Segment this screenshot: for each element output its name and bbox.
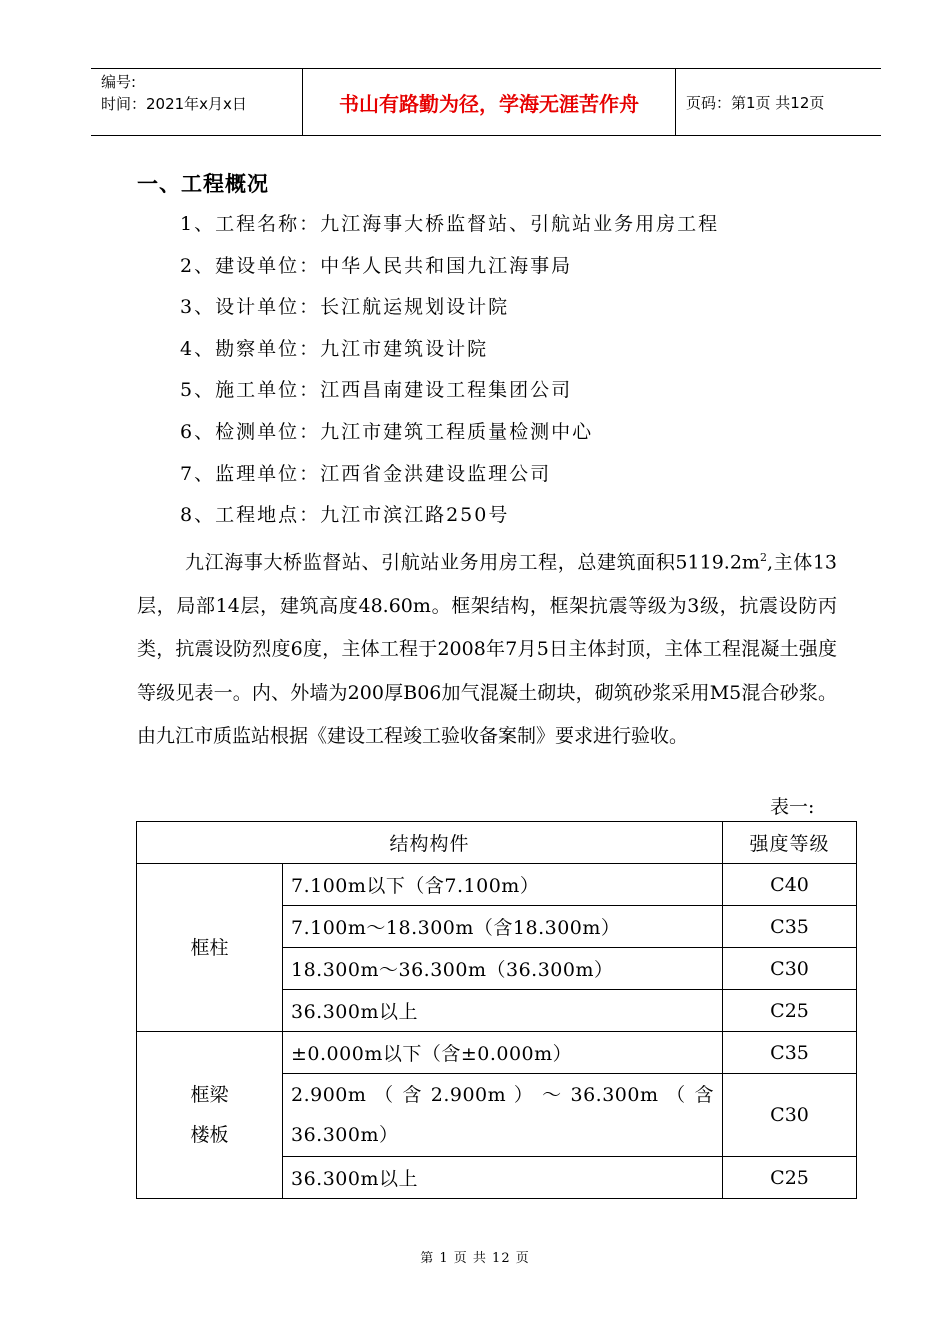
range-cell: 7.100m以下（含7.100m）	[283, 864, 723, 906]
project-info-item: 7、监理单位：江西省金洪建设监理公司	[180, 462, 552, 485]
project-info-item: 6、检测单位：九江市建筑工程质量检测中心	[180, 420, 594, 443]
project-info-item: 5、施工单位：江西昌南建设工程集团公司	[180, 379, 573, 402]
table-header-row	[137, 822, 857, 864]
range-cell: 18.300m～36.300m（36.300m）	[283, 948, 723, 990]
project-info-item: 2、建设单位：中华人民共和国九江海事局	[180, 254, 573, 277]
page-header	[91, 68, 881, 136]
grade-cell: C25	[723, 990, 857, 1032]
table-row	[137, 864, 857, 906]
grade-cell: C25	[723, 1157, 857, 1199]
grade-cell: C40	[723, 864, 857, 906]
group-label-line: 楼板	[190, 1124, 229, 1146]
header-page-info: 页码：第1页 共12页	[676, 69, 882, 136]
grade-cell: C30	[723, 948, 857, 990]
grade-cell: C35	[723, 1032, 857, 1074]
document-time-label: 时间：2021年x月x日	[101, 95, 247, 113]
grade-cell: C30	[723, 1074, 857, 1157]
range-cell: ±0.000m以下（含±0.000m）	[283, 1032, 723, 1074]
page-footer: 第 1 页 共 12 页	[420, 1251, 530, 1266]
document-number-label: 编号:	[101, 73, 137, 91]
area-unit-superscript: 2	[759, 551, 767, 564]
range-cell: 36.300m以上	[283, 990, 723, 1032]
range-cell: 7.100m～18.300m（含18.300m）	[283, 906, 723, 948]
project-info-item: 8、工程地点：九江市滨江路250号	[180, 504, 510, 527]
grade-cell: C35	[723, 906, 857, 948]
description-part1: 九江海事大桥监督站、引航站业务用房工程，总建筑面积5119.2m	[185, 551, 760, 574]
header-grade: 强度等级	[723, 822, 857, 864]
project-info-item: 3、设计单位：长江航运规划设计院	[180, 296, 510, 319]
concrete-strength-table	[136, 821, 857, 1199]
range-cell: 2.900m （ 含 2.900m ） ～ 36.300m （ 含 36.300m）	[283, 1074, 723, 1157]
table-row	[137, 1032, 857, 1074]
section-title: 一、工程概况	[137, 172, 269, 196]
header-motto: 书山有路勤为径，学海无涯苦作舟	[303, 69, 676, 136]
group-label-line: 框梁	[190, 1084, 229, 1106]
project-info-item: 1、工程名称：九江海事大桥监督站、引航站业务用房工程	[180, 213, 720, 235]
header-component: 结构构件	[137, 822, 723, 864]
group-label-beam-slab	[137, 1032, 283, 1199]
header-meta	[91, 69, 303, 136]
project-info-item: 4、勘察单位：九江市建筑设计院	[180, 337, 489, 360]
group-label-column: 框柱	[137, 864, 283, 1032]
range-cell: 36.300m以上	[283, 1157, 723, 1199]
project-info-list	[180, 204, 719, 537]
description-part2: ,主体13层，局部14层，建筑高度48.60m。框架结构，框架抗震等级为3级，抗震设防丙类，抗震设防烈度6度，主体工程于2008年7月5日主体封顶，主体工程混凝土强度等级见表一。内、外墙为200厚B06加气混凝土砌块，砌筑砂浆采用M5混合砂浆。由九江市质监站根据《建设工程竣工验收备案制》要求进行验收。	[137, 551, 838, 748]
description-paragraph	[137, 536, 837, 759]
table-caption: 表一:	[770, 796, 815, 818]
project-description	[137, 536, 837, 759]
